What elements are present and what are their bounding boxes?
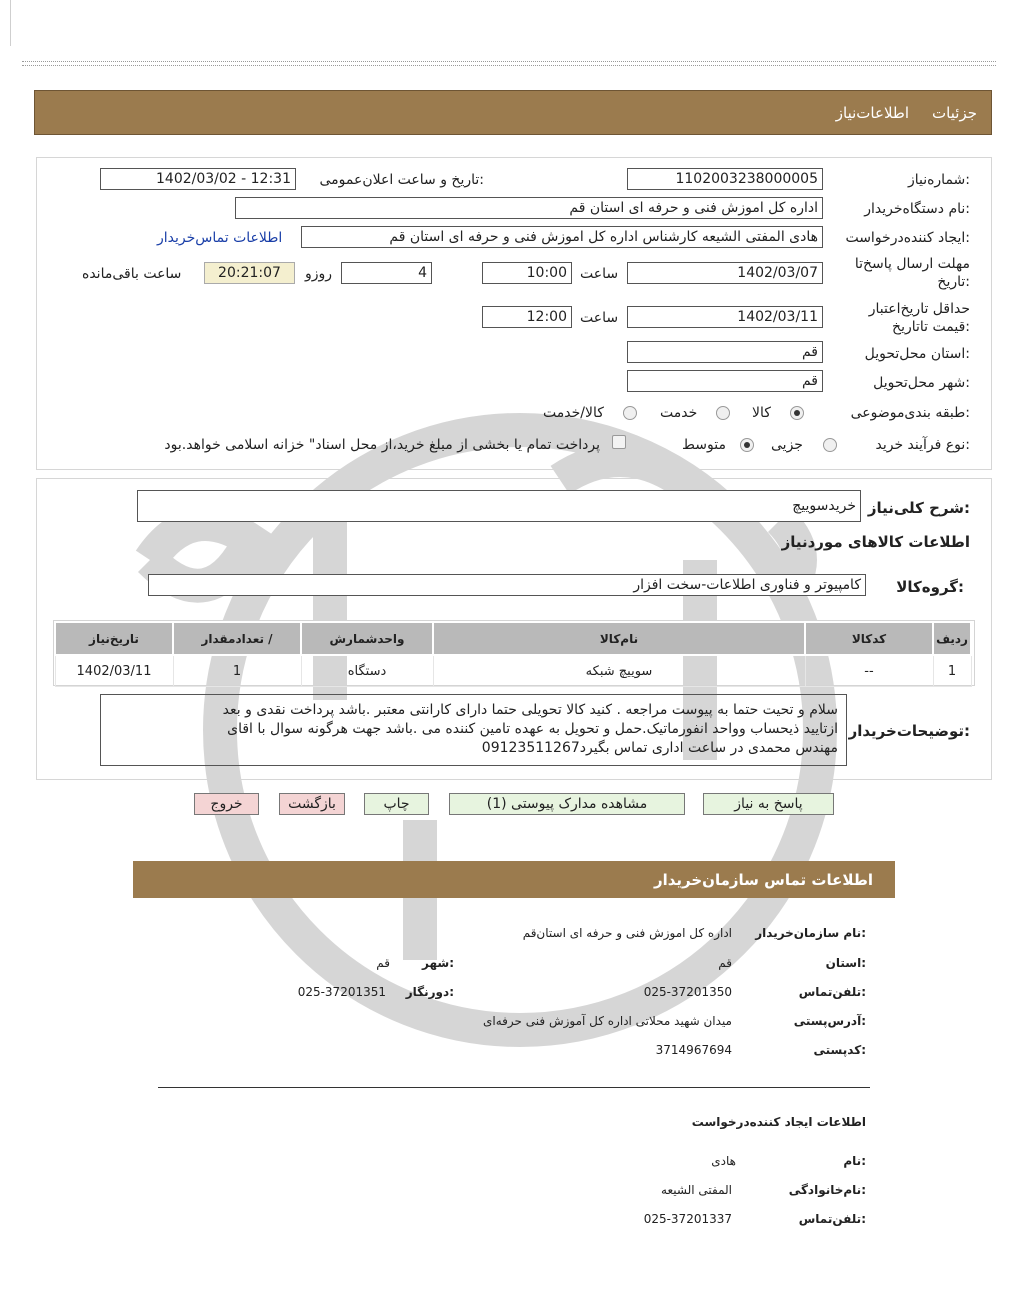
radio-goods-service[interactable]: [623, 406, 637, 420]
col-date: تاریخ‌نیاز: [55, 622, 173, 655]
creator-info-title: اطلاعات ایجاد کننده‌درخواست: [691, 1115, 866, 1129]
validity-label: حداقل تاریخ‌اعتبار: [868, 301, 970, 317]
radio-goods-label: کالا: [752, 405, 771, 421]
section-divider: [158, 1087, 870, 1088]
radio-goods[interactable]: [790, 406, 804, 420]
col-unit: واحدشمارش: [301, 622, 433, 655]
contact-city-label: شهر:: [422, 956, 454, 970]
contact-title: اطلاعات تماس سازمان‌خریدار: [653, 871, 873, 889]
org-label: نام سازمان‌خریدار:: [755, 926, 866, 940]
cell-code: --: [805, 655, 933, 687]
city-field: قم: [627, 370, 823, 392]
province-label: استان محل‌تحویل:: [864, 346, 970, 362]
radio-goods-service-label: کالا/خدمت: [543, 405, 604, 421]
category-label: طبقه بندی‌موضوعی:: [850, 405, 970, 421]
radio-medium[interactable]: [740, 438, 754, 452]
items-table: [54, 621, 972, 687]
family-label: نام‌خانوادگی:: [788, 1183, 866, 1197]
radio-service-label: خدمت: [660, 405, 698, 421]
buyer-contact-link[interactable]: اطلاعات تماس‌خریدار: [157, 230, 283, 246]
process-label: نوع فرآیند خرید:: [875, 437, 970, 453]
postal-label: کدپستی:: [813, 1043, 866, 1057]
treasury-note: پرداخت تمام یا بخشی از مبلغ خرید،از محل اسناد" خزانه اسلامی خواهد.بود: [164, 437, 600, 453]
address-value: میدان شهید محلاتی اداره کل آموزش فنی حرفه‌ای: [483, 1014, 732, 1028]
goods-group-label: گروه‌کالا:: [896, 578, 964, 596]
cell-row: 1: [933, 655, 971, 687]
buyer-notes-label: توضیحات‌خریدار:: [848, 722, 970, 740]
fax-label: دورنگار:: [405, 985, 454, 999]
deadline-time-field: 10:00: [482, 262, 572, 284]
creator-phone-value: 025-37201337: [643, 1212, 732, 1226]
buyer-org-field: اداره کل اموزش فنی و حرفه ای استان قم: [235, 197, 823, 219]
announce-datetime-field: 1402/03/02 - 12:31: [100, 168, 296, 190]
notes-line: مهندس محمدی در ساعت اداری تماس بگیرد09123511267: [481, 740, 838, 756]
table-row: [55, 655, 971, 687]
deadline-label-2: تاریخ:: [937, 274, 970, 290]
dotted-divider: [22, 65, 996, 66]
contact-province-label: استان:: [825, 956, 866, 970]
postal-value: 3714967694: [655, 1043, 732, 1057]
tab-need-info[interactable]: اطلاعات‌نیاز: [835, 104, 909, 122]
tab-details[interactable]: جزئیات: [932, 104, 977, 122]
fax-value: 025-37201351: [297, 985, 386, 999]
header-bar: [34, 90, 992, 135]
cell-date: 1402/03/11: [55, 655, 173, 687]
contact-city-value: قم: [376, 956, 390, 970]
cell-quantity: 1: [173, 655, 301, 687]
province-field: قم: [627, 341, 823, 363]
remaining-time-field: 20:21:07: [204, 262, 295, 284]
creator-label: ایجاد کننده‌درخواست:: [845, 230, 970, 246]
name-label: نام:: [843, 1154, 866, 1168]
dotted-divider: [22, 61, 996, 62]
radio-service[interactable]: [716, 406, 730, 420]
exit-button[interactable]: خروج: [194, 793, 259, 815]
name-value: هادی: [711, 1154, 736, 1168]
goods-info-title: اطلاعات کالاهای موردنیاز: [781, 533, 970, 551]
buyer-notes-box: [100, 694, 847, 766]
col-code: کدکالا: [805, 622, 933, 655]
address-label: آدرس‌پستی:: [793, 1014, 866, 1028]
phone-value: 025-37201350: [643, 985, 732, 999]
items-table-frame: [53, 620, 975, 686]
description-field: خریدسوییچ: [137, 490, 861, 522]
contact-header-bar: [133, 861, 895, 898]
radio-partial[interactable]: [823, 438, 837, 452]
reply-button[interactable]: پاسخ به نیاز: [703, 793, 834, 815]
goods-group-field: کامپیوتر و فناوری اطلاعات-سخت افزار: [148, 574, 866, 596]
radio-medium-label: متوسط: [682, 437, 726, 453]
deadline-date-field: 1402/03/07: [627, 262, 823, 284]
validity-label-2: قیمت تا‌تاریخ:: [892, 319, 970, 335]
creator-field: هادی المفتی الشیعه کارشناس اداره کل اموزش فنی و حرفه ای استان قم: [301, 226, 823, 248]
days-remaining-field: 4: [341, 262, 432, 284]
notes-line: سلام و تحیت حتما به پیوست مراجعه . کنید کالا تحویلی حتما دارای کارانتی معتبر .باشد پرداخت نقدی و بعد: [222, 702, 838, 718]
radio-partial-label: جزیی: [771, 437, 803, 453]
description-label: شرح کلی‌نیاز:: [867, 499, 970, 517]
buyer-org-label: نام دستگاه‌خریدار:: [864, 201, 970, 217]
table-header-row: [55, 622, 971, 655]
col-quantity: / تعدادمقدار: [173, 622, 301, 655]
validity-time-field: 12:00: [482, 306, 572, 328]
need-number-label: شماره‌نیاز:: [907, 172, 970, 188]
city-label: شهر محل‌تحویل:: [873, 375, 970, 391]
view-attachments-button[interactable]: مشاهده مدارک پیوستی (1): [449, 793, 685, 815]
need-number-field: 1102003238000005: [627, 168, 823, 190]
cell-name: سوییچ شبکه: [433, 655, 805, 687]
page-left-border: [10, 0, 11, 46]
deadline-time-label: ساعت: [580, 266, 619, 282]
cell-unit: دستگاه: [301, 655, 433, 687]
family-value: المفتی الشیعه: [661, 1183, 732, 1197]
col-row: ردیف: [933, 622, 971, 655]
print-button[interactable]: چاپ: [364, 793, 429, 815]
remaining-label: ساعت باقی‌مانده: [82, 266, 182, 282]
deadline-label: مهلت ارسال پاسخ‌تا: [854, 256, 970, 272]
contact-province-value: قم: [718, 956, 732, 970]
days-label: روزو: [305, 266, 333, 282]
treasury-checkbox[interactable]: [612, 435, 626, 449]
creator-phone-label: تلفن‌تماس:: [798, 1212, 866, 1226]
validity-date-field: 1402/03/11: [627, 306, 823, 328]
back-button[interactable]: بازگشت: [279, 793, 345, 815]
announce-label: تاریخ و ساعت اعلان‌عمومی:: [319, 172, 484, 188]
notes-line: ازتایید ذیحساب وواحد انفورماتیک.حمل و تحویل به عهده تامین کننده می .باشد جهت هرگونه سوال با اقای: [227, 721, 838, 737]
validity-time-label: ساعت: [580, 310, 619, 326]
phone-label: تلفن‌تماس:: [798, 985, 866, 999]
col-name: نام‌کالا: [433, 622, 805, 655]
org-value: اداره کل اموزش فنی و حرفه ای استان‌قم: [522, 926, 732, 940]
